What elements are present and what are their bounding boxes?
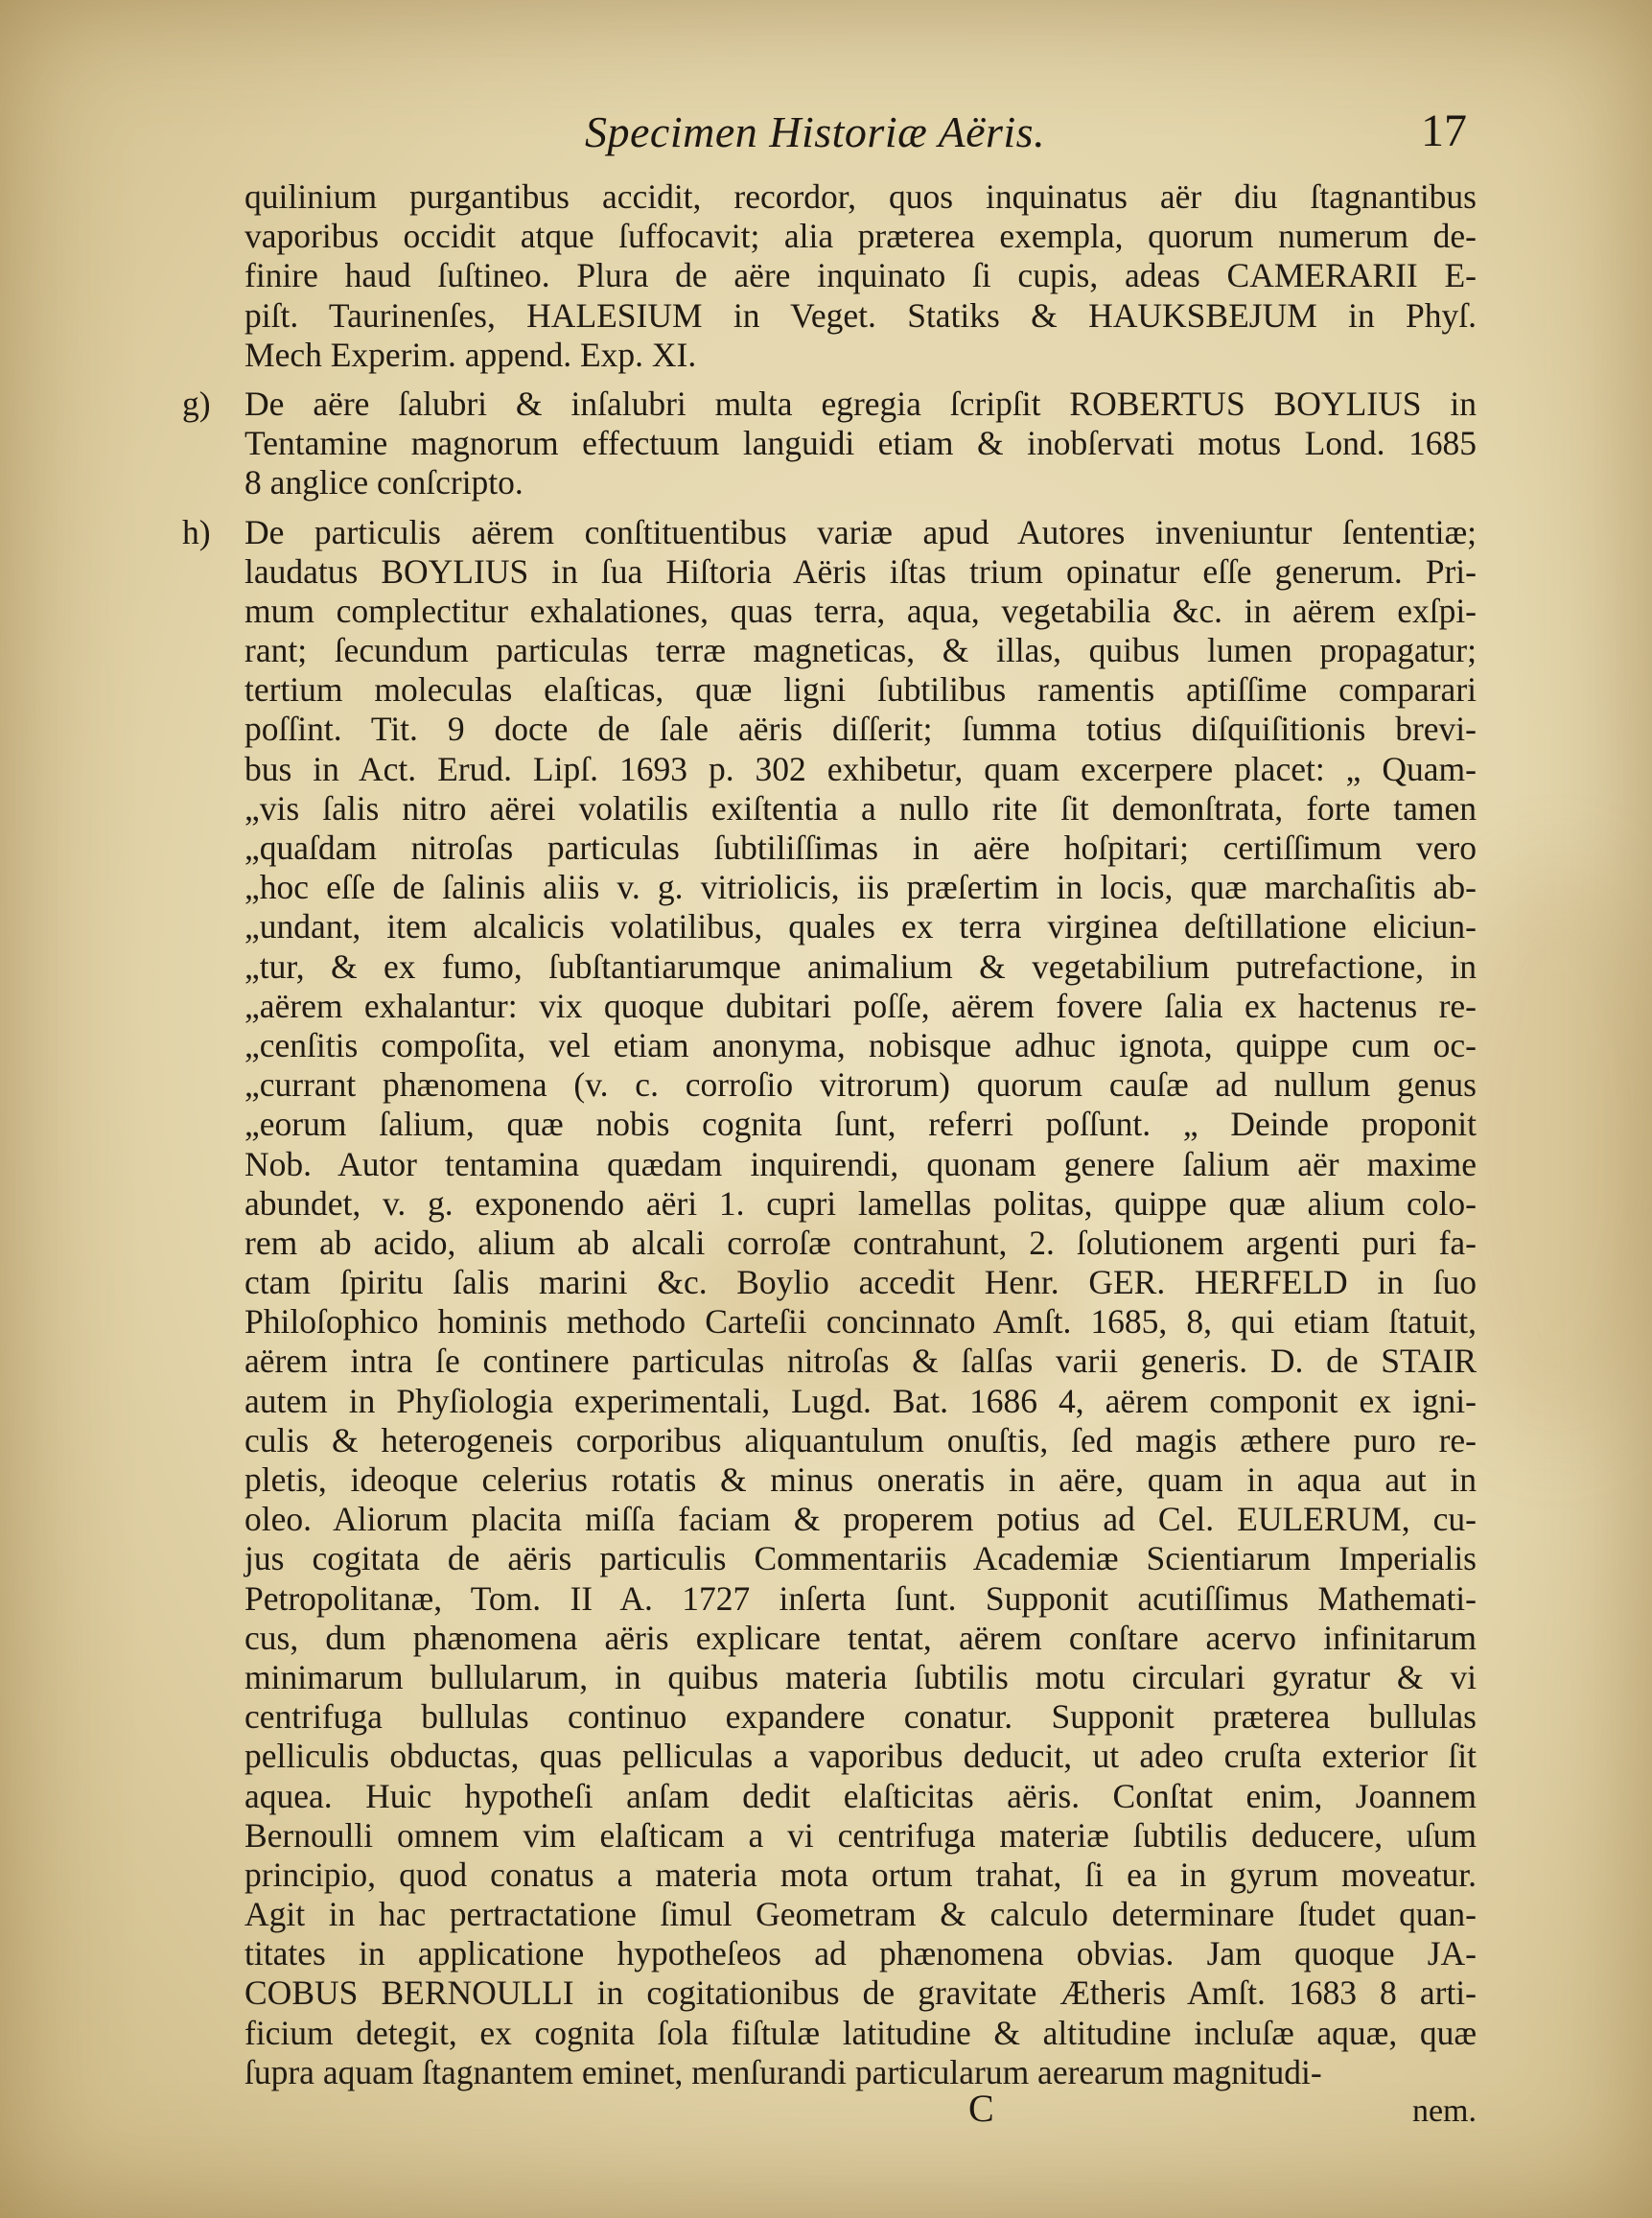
text-line: „tur, & ex fumo, ſubſtantiarumque animalium & vegetabilium putrefactione, in <box>244 946 1477 986</box>
text-line: Philoſophico hominis methodo Carteſii concinnato Amſt. 1685, 8, qui etiam ſtatuit, <box>244 1302 1477 1342</box>
text-line: „undant, item alcalicis volatilibus, quales ex terra virginea deſtillatione eliciun- <box>244 907 1477 946</box>
text-line: Agit in hac pertractatione ſimul Geometram & calculo determinare ſtudet quan- <box>244 1895 1477 1934</box>
text-line: oleo. Aliorum placita miſſa faciam & properem potius ad Cel. EULERUM, cu- <box>244 1500 1477 1539</box>
text-line: abundet, v. g. exponendo aëri 1. cupri lamellas politas, quippe quæ alium colo- <box>244 1183 1477 1223</box>
note-gap <box>192 503 1477 513</box>
footnote-label: h) <box>182 512 211 551</box>
text-line: aquea. Huic hypotheſi anſam dedit elaſticitas aëris. Conſtat enim, Joannem <box>244 1776 1477 1815</box>
text-line: pletis, ideoque celerius rotatis & minus oneratis in aëre, quam in aqua aut in <box>244 1460 1477 1499</box>
text-line: centrifuga bullulas continuo expandere conatur. Supponit præterea bullulas <box>244 1697 1477 1737</box>
note-gap <box>192 375 1477 385</box>
text-line: Tentamine magnorum effectuum languidi etiam & inobſervati motus Lond. 1685 <box>244 424 1477 463</box>
text-line: „hoc eſſe de ſalinis aliis v. g. vitriolicis, iis præſertim in locis, quæ marchaſitis ab- <box>244 868 1477 907</box>
text-line: quilinium purgantibus accidit, recordor, quos inquinatus aër diu ſtagnantibus <box>244 177 1477 216</box>
text-line: Petropolitanæ, Tom. II A. 1727 inſerta ſunt. Supponit acutiſſimus Mathemati- <box>244 1578 1477 1618</box>
text-block <box>182 177 1477 2114</box>
text-line: jus cogitata de aëris particulis Commentariis Academiæ Scientiarum Imperialis <box>244 1539 1477 1578</box>
text-line: bus in Act. Erud. Lipſ. 1693 p. 302 exhibetur, quam excerpere placet: „ Quam- <box>244 749 1477 788</box>
text-line: „vis ſalis nitro aërei volatilis exiſtentia a nullo rite ſit demonſtrata, forte tamen <box>244 788 1477 828</box>
running-title: Specimen Historiæ Aëris. <box>585 107 1046 156</box>
text-line: „cenſitis compoſita, vel etiam anonyma, nobisque adhuc ignota, quippe cum oc- <box>244 1025 1477 1064</box>
footnote-g <box>182 384 1477 503</box>
text-line: piſt. Taurinenſes, HALESIUM in Veget. Statiks & HAUKSBEJUM in Phyſ. <box>244 295 1477 335</box>
text-line: ctam ſpiritu ſalis marini &c. Boylio accedit Henr. GER. HERFELD in ſuo <box>244 1263 1477 1302</box>
footnote-h <box>182 512 1477 2093</box>
page-number: 17 <box>1421 105 1467 156</box>
text-line: COBUS BERNOULLI in cogitationibus de gravitate Ætheris Amſt. 1683 8 arti- <box>244 1973 1477 2013</box>
text-line: poſſint. Tit. 9 docte de ſale aëris diſſerit; ſumma totius diſquiſitionis brevi- <box>244 710 1477 749</box>
text-line: „aërem exhalantur: vix quoque dubitari poſſe, aërem fovere ſalia ex hactenus re- <box>244 986 1477 1025</box>
text-line: Bernoulli omnem vim elaſticam a vi centrifuga materiæ ſubtilis deducere, uſum <box>244 1815 1477 1855</box>
signature-mark: C <box>968 2087 994 2130</box>
text-line: titates in applicatione hypotheſeos ad phænomena obvias. Jam quoque JA- <box>244 1934 1477 1973</box>
text-line: 8 anglice conſcripto. <box>244 463 524 502</box>
text-line: rant; ſecundum particulas terræ magneticas, & illas, quibus lumen propagatur; <box>244 631 1477 670</box>
text-line: Nob. Autor tentamina quædam inquirendi, quonam genere ſalium aër maxime <box>244 1144 1477 1183</box>
text-line: ſupra aquam ſtagnantem eminet, menſurandi particularum aerearum magnitudi- <box>244 2052 1322 2091</box>
text-line: pelliculis obductas, quas pelliculas a vaporibus deducit, ut adeo cruſta exterior ſit <box>244 1737 1477 1776</box>
text-line: De particulis aërem conſtituentibus variæ apud Autores inveniuntur ſententiæ; <box>244 512 1477 551</box>
text-line: tertium moleculas elaſticas, quæ ligni ſubtilibus ramentis aptiſſime comparari <box>244 670 1477 710</box>
text-line: finire haud ſuſtineo. Plura de aëre inquinato ſi cupis, adeas CAMERARII E- <box>244 256 1477 295</box>
text-line: „eorum ſalium, quæ nobis cognita ſunt, referri poſſunt. „ Deinde proponit <box>244 1105 1477 1144</box>
footnote-label: g) <box>182 384 211 423</box>
continued-paragraph <box>192 177 1477 375</box>
text-line: „quaſdam nitroſas particulas ſubtiliſſimas in aëre hoſpitari; certiſſimum vero <box>244 829 1477 867</box>
text-line: cus, dum phænomena aëris explicare tentat, aërem conſtare acervo infinitarum <box>244 1618 1477 1657</box>
text-line: vaporibus occidit atque ſuffocavit; alia præterea exempla, quorum numerum de- <box>244 217 1477 256</box>
text-line: laudatus BOYLIUS in ſua Hiſtoria Aëris iſtas trium opinatur eſſe generum. Pri- <box>244 551 1477 591</box>
text-line: mum complectitur exhalationes, quas terra, aqua, vegetabilia &c. in aërem exſpi- <box>244 591 1477 630</box>
text-line: autem in Phyſiologia experimentali, Lugd. Bat. 1686 4, aërem componit ex igni- <box>244 1381 1477 1420</box>
text-line: rem ab acido, alium ab alcali corroſæ contrahunt, 2. ſolutionem argenti puri fa- <box>244 1223 1477 1262</box>
text-line: ficium detegit, ex cognita ſola fiſtulæ latitudine & altitudine incluſæ aquæ, quæ <box>244 2013 1477 2052</box>
text-line: Mech Experim. append. Exp. XI. <box>244 335 697 374</box>
page-footer <box>240 2086 1477 2143</box>
text-line: De aëre ſalubri & inſalubri multa egregia ſcripſit ROBERTUS BOYLIUS in <box>244 384 1477 423</box>
text-line: minimarum bullularum, in quibus materia ſubtilis motu circulari gyratur & vi <box>244 1657 1477 1696</box>
text-line: principio, quod conatus a materia mota ortum trahat, ſi ea in gyrum moveatur. <box>244 1855 1477 1894</box>
text-line: „currant phænomena (v. c. corroſio vitrorum) quorum cauſæ ad nullum genus <box>244 1065 1477 1105</box>
catchword: nem. <box>1411 2093 1477 2129</box>
text-line: aërem intra ſe continere particulas nitroſas & ſalſas varii generis. D. de STAIR <box>244 1342 1477 1381</box>
text-line: culis & heterogeneis corporibus aliquantulum onuſtis, ſed magis æthere puro re- <box>244 1420 1477 1459</box>
page-header <box>240 101 1477 168</box>
